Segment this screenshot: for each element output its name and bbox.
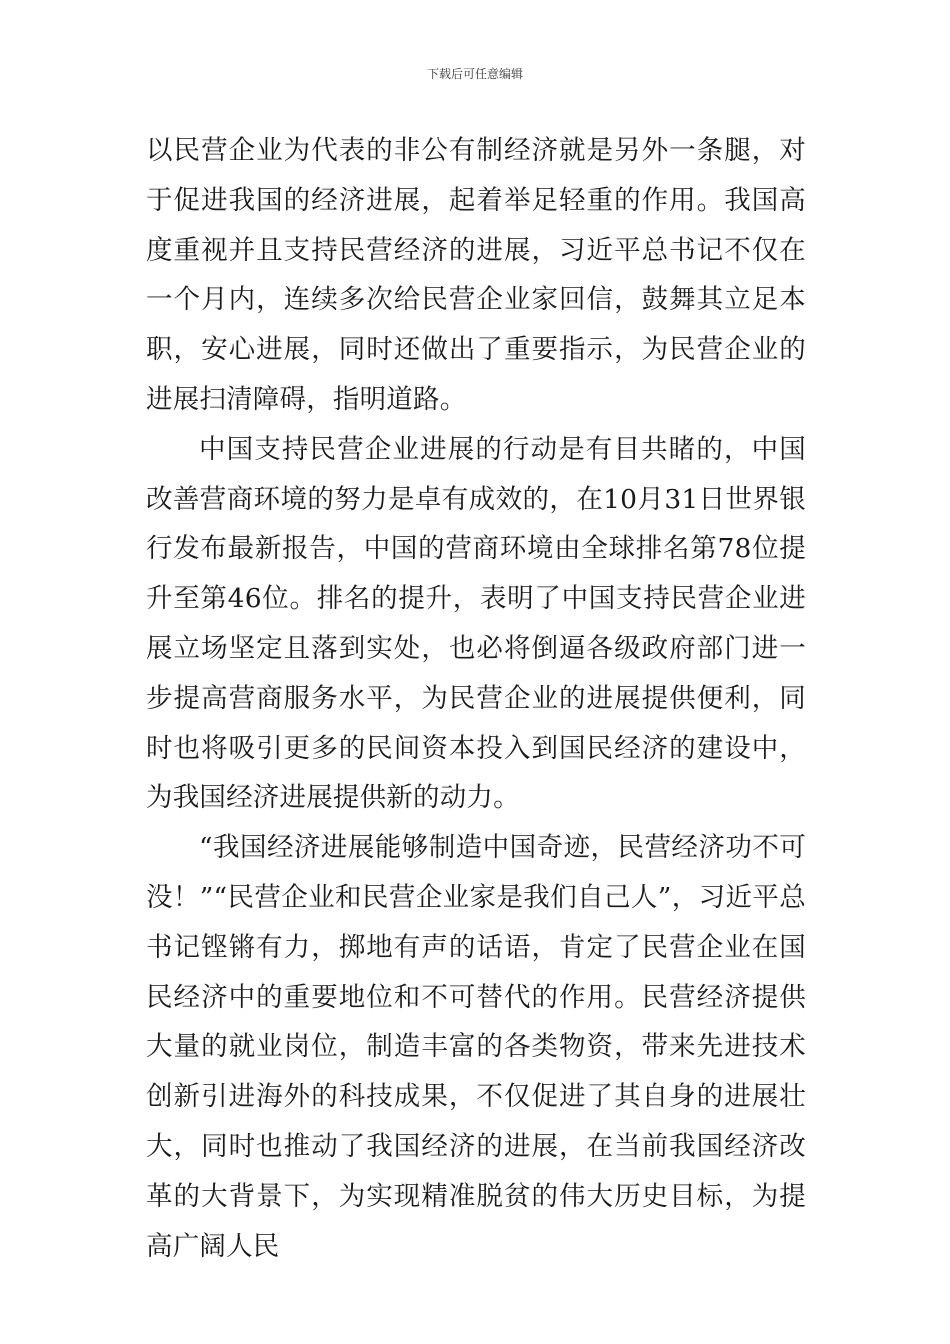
page-header: 下载后可任意编辑 (426, 67, 523, 81)
document-body (146, 126, 806, 1271)
paragraph-1: 以民营企业为代表的非公有制经济就是另外一条腿，对于促进我国的经济进展，起着举足轻重的作用。我国高度重视并且支持民营经济的进展，习近平总书记不仅在一个月内，连续多次给民营企业家回信，鼓舞其立足本职，安心进展，同时还做出了重要指示，为民营企业的进展扫清障碍，指明道路。 (146, 135, 806, 415)
paragraph-2: 中国支持民营企业进展的行动是有目共睹的，中国改善营商环境的努力是卓有成效的，在10月31日世界银行发布最新报告，中国的营商环境由全球排名第78位提升至第46位。排名的提升，表明了中国支持民营企业进展立场坚定且落到实处，也必将倒逼各级政府部门进一步提高营商服务水平，为民营企业的进展提供便利，同时也将吸引更多的民间资本投入到国民经济的建设中，为我国经济进展提供新的动力。 (146, 433, 806, 814)
paragraph-3: “我国经济进展能够制造中国奇迹，民营经济功不可没！”“民营企业和民营企业家是我们自己人”，习近平总书记铿锵有力，掷地有声的话语，肯定了民营企业在国民经济中的重要地位和不可替代的作用。民营经济提供大量的就业岗位，制造丰富的各类物资，带来先进技术创新引进海外的科技成果，不仅促进了其自身的进展壮大，同时也推动了我国经济的进展，在当前我国经济改革的大背景下，为实现精准脱贫的伟大历史目标，为提高广阔人民 (146, 832, 806, 1262)
